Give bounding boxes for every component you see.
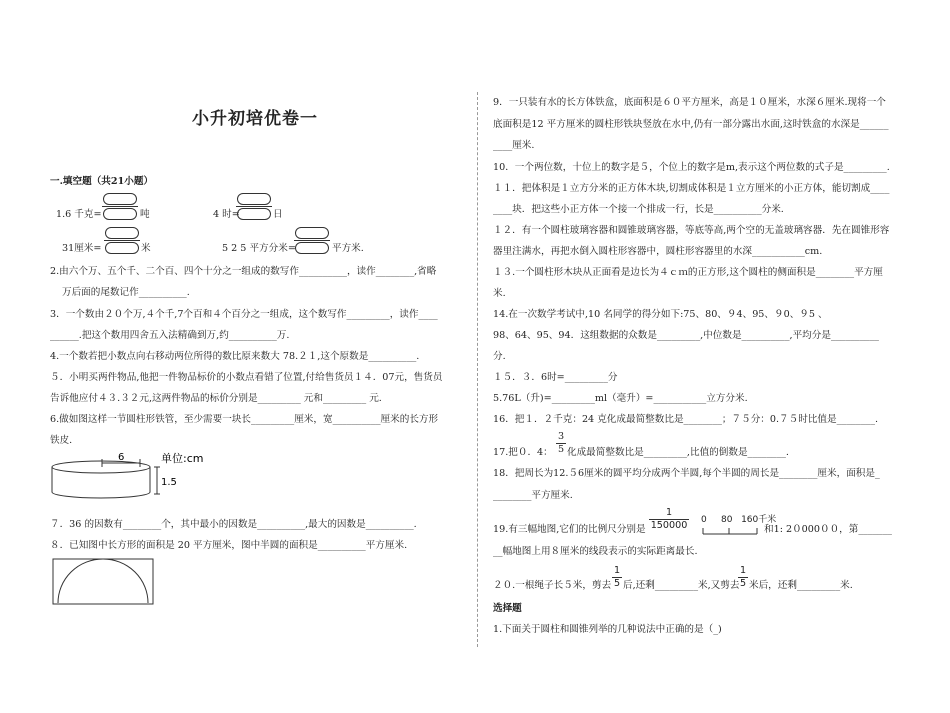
column-divider bbox=[477, 92, 478, 647]
q16: 16．把１．２千克：24 克化成最简整数比是________；７５分：0.７５时比值是________. bbox=[493, 414, 879, 425]
q5-line1: ５．小明买两件物品,他把一件物品标价的小数点看错了位置,付给售货员１４．07元，售货员 bbox=[50, 372, 443, 383]
q20-pre: ２０.一根绳子长５米，剪去 bbox=[493, 580, 612, 591]
q1d-fraction bbox=[294, 227, 330, 254]
q5-line2: 告诉他应付４３.３２元,这两件物品的标价分别是_________ 元和_________ 元. bbox=[50, 393, 382, 404]
q11-line2: ____块．把这些小正方体一个接一个排成一行，长是__________分米. bbox=[493, 204, 784, 215]
q1d: 5 2 5 平方分米= bbox=[222, 243, 296, 254]
q6-line1: 6.做如图这样一节圆柱形铁管，至少需要一块长_________厘米，宽__________厘米的长方形 bbox=[50, 414, 439, 425]
q12-line2: 器里注满水，再把水倒入圆柱形容器中，圆柱形容器里的水深___________cm. bbox=[493, 246, 823, 257]
q20-fraction-2: 1 5 bbox=[739, 565, 747, 589]
q3-line1: 3．一个数由２０个万,４个千,7个百和４个百分之一组成，这个数写作_________，读作____ bbox=[50, 309, 438, 320]
section-heading-choice: 选择题 bbox=[493, 603, 522, 614]
fig6-height-label: 1.5 bbox=[161, 477, 177, 488]
q13-line2: 米. bbox=[493, 288, 506, 299]
q9-line3: ____厘米. bbox=[493, 140, 535, 151]
q1b-fraction bbox=[236, 193, 272, 220]
q19-scale-bar bbox=[701, 526, 761, 536]
q8: ８．已知图中长方形的面积是 20 平方厘米，图中半圆的面积是__________平方厘米. bbox=[50, 540, 408, 551]
blank-paren[interactable] bbox=[105, 242, 139, 254]
q1c-unit: 米 bbox=[141, 243, 151, 254]
cylinder-figure bbox=[50, 450, 240, 506]
q19-scale-labels: 0 80 160千米 bbox=[701, 515, 777, 525]
q6-line2: 铁皮. bbox=[50, 435, 73, 446]
fig6-width-label: 6 bbox=[118, 452, 125, 463]
blank-paren[interactable] bbox=[295, 227, 329, 239]
blank-paren[interactable] bbox=[237, 208, 271, 220]
fig6-unit-label: 单位:cm bbox=[161, 452, 204, 465]
semicircle-figure bbox=[52, 558, 156, 606]
blank-paren[interactable] bbox=[237, 193, 271, 205]
q17-pre: 17.把０．4： bbox=[493, 447, 553, 458]
q14-line2: 98、64、95、94．这组数据的众数是_________,中位数是__________,平均分是__________ bbox=[493, 330, 879, 341]
q7: ７．36 的因数有________个，其中最小的因数是__________,最大的因数是__________. bbox=[50, 519, 417, 530]
q19-post: 和1: 2０000００，第_______ bbox=[764, 524, 892, 535]
q1c-fraction bbox=[104, 227, 140, 254]
q14-line3: 分. bbox=[493, 351, 506, 362]
q1a-unit: 吨 bbox=[140, 209, 150, 220]
q1b: 4 时= bbox=[213, 209, 240, 220]
q19-pre: 19.有三幅地图,它们的比例尺分别是 bbox=[493, 524, 646, 535]
blank-paren[interactable] bbox=[103, 193, 137, 205]
q15: １５．３．6时=_________分 bbox=[493, 372, 618, 383]
q9-line1: 9．一只装有水的长方体铁盒，底面积是６０平方厘米，高是１０厘米，水深６厘米.现将一个 bbox=[493, 97, 886, 108]
q20-mid: 后,还剩_________米,又剪去 bbox=[623, 580, 740, 591]
q19-fraction: 1 150000 bbox=[650, 507, 688, 531]
q1c: 31厘米= bbox=[62, 243, 102, 254]
q15b: 5.76L（升)=_________ml（毫升）=___________立方分米. bbox=[493, 393, 748, 404]
q18-line2: ________平方厘米. bbox=[493, 490, 573, 501]
q1a-fraction bbox=[102, 193, 138, 220]
q18-line1: 18．把周长为12.５6厘米的圆平均分成两个半圆,每个半圆的周长是________厘米，面积是_ bbox=[493, 468, 880, 479]
q20-fraction-1: 1 5 bbox=[613, 565, 621, 589]
q12-line1: １２．有一个圆柱玻璃容器和圆锥玻璃容器，等底等高,两个空的无盖玻璃容器．先在圆锥形容 bbox=[493, 225, 890, 236]
blank-paren[interactable] bbox=[295, 242, 329, 254]
blank-paren[interactable] bbox=[105, 227, 139, 239]
q4: 4.一个数若把小数点向右移动两位所得的数比原来数大 78.２１,这个原数是__________. bbox=[50, 351, 420, 362]
q10: 10．一个两位数，十位上的数字是５，个位上的数字是m,表示这个两位数的式子是_________. bbox=[493, 162, 890, 173]
q13-line1: １３.一个圆柱形木块从正面看是边长为４ｃｍ的正方形,这个圆柱的侧面积是________平方厘 bbox=[493, 267, 883, 278]
q1b-unit: 日 bbox=[273, 209, 283, 220]
q11-line1: １１．把体积是１立方分米的正方体木块,切割成体积是１立方厘米的小正方体，能切割成____ bbox=[493, 183, 890, 194]
section-heading-fill: 一.填空题（共21小题） bbox=[50, 176, 154, 187]
choice-q1: 1.下面关于圆柱和圆锥列举的几种说法中正确的是（_) bbox=[493, 624, 722, 635]
q20-post: 米后，还剩_________米. bbox=[749, 580, 853, 591]
q1a: 1.6 千克= bbox=[56, 209, 102, 220]
q19-line2: __幅地图上用８厘米的线段表示的实际距离最长. bbox=[493, 546, 698, 557]
q2-line1: 2.由六个万、五个千、二个百、四个十分之一组成的数写作__________，读作________,省略 bbox=[50, 266, 437, 277]
q14-line1: 14.在一次数学考试中,10 名同学的得分如下:75、80、９4、95、９0、９5 、 bbox=[493, 309, 828, 320]
q3-line2: ______.把这个数用四舍五入法精确到万,约__________万. bbox=[50, 330, 290, 341]
q2-line2: 万后面的尾数记作__________. bbox=[62, 287, 190, 298]
q1d-unit: 平方米. bbox=[332, 243, 364, 254]
q17-post: 化成最简整数比是_________,比值的倒数是________. bbox=[567, 447, 789, 458]
page-title: 小升初培优卷一 bbox=[192, 109, 318, 129]
q17-fraction: 3 5 bbox=[557, 431, 565, 455]
q9-line2: 底面积是12 平方厘米的圆柱形铁块竖放在水中,仍有一部分露出水面,这时铁盒的水深是______ bbox=[493, 119, 889, 130]
blank-paren[interactable] bbox=[103, 208, 137, 220]
